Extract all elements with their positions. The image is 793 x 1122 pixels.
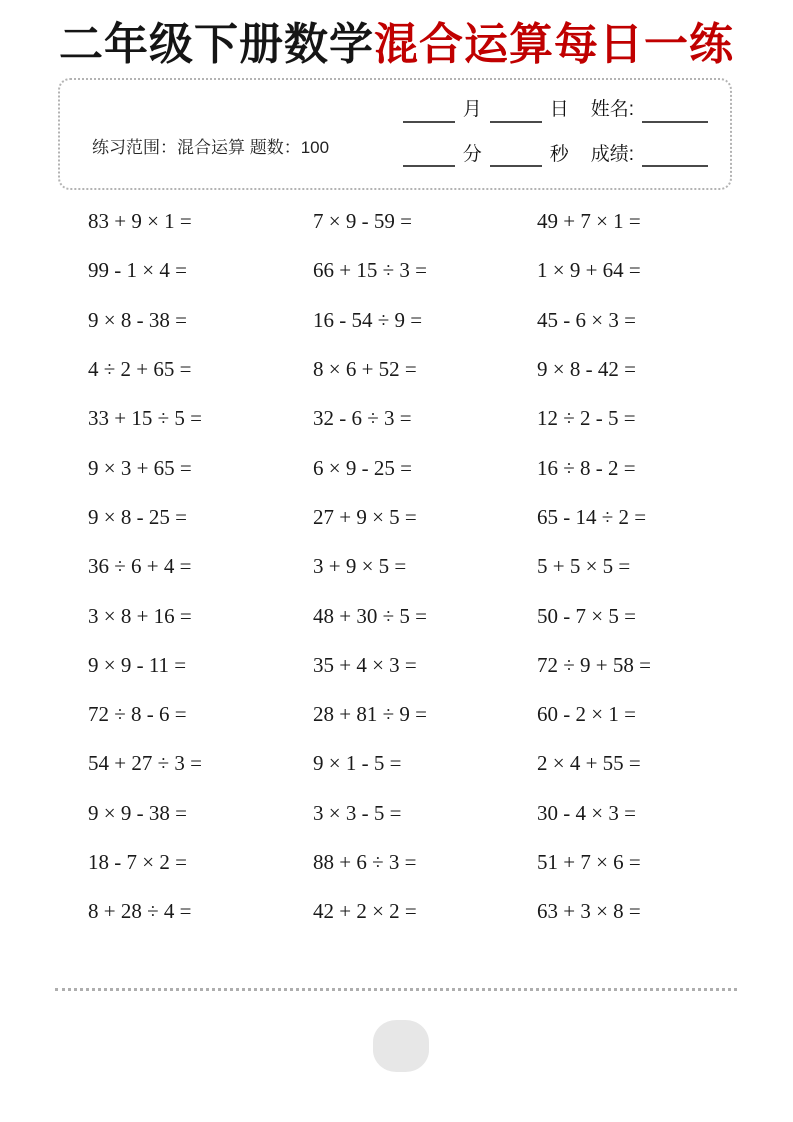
score-label: 成绩: [590, 143, 634, 165]
title-red-segment: 混合运算每日一练 [374, 19, 734, 70]
problem-expression: 16 ÷ 8 - 2 = [537, 455, 636, 480]
name-label: 姓名: [590, 99, 634, 120]
problem-expression: 8 × 6 + 52 = [313, 357, 417, 382]
problem-expression: 66 + 15 ÷ 3 = [313, 258, 427, 283]
time-score-line [403, 143, 708, 168]
problem-expression: 2 × 4 + 55 = [537, 751, 641, 776]
problem-expression: 50 - 7 × 5 = [537, 603, 636, 628]
problem-expression: 9 × 8 - 25 = [88, 504, 187, 529]
practice-scope-label: 练习范围：混合运算 题数：100 [92, 138, 330, 157]
problem-expression: 32 - 6 ÷ 3 = [313, 406, 412, 431]
second-blank [490, 144, 542, 168]
day-label: 日 [549, 99, 569, 120]
title-black-segment: 二年级下册数学 [59, 19, 374, 70]
problem-expression: 9 × 1 - 5 = [313, 751, 402, 776]
problem-expression: 63 + 3 × 8 = [537, 899, 641, 924]
problem-expression: 9 × 8 - 38 = [88, 307, 187, 332]
problem-expression: 5 + 5 × 5 = [537, 554, 631, 579]
problem-expression: 51 + 7 × 6 = [537, 850, 641, 874]
month-blank [403, 99, 455, 123]
minute-label: 分 [462, 143, 482, 165]
problem-expression: 30 - 4 × 3 = [537, 800, 636, 825]
problem-expression: 72 ÷ 8 - 6 = [88, 702, 187, 727]
problem-expression: 9 × 9 - 38 = [88, 800, 187, 825]
problem-expression: 27 + 9 × 5 = [313, 504, 417, 529]
problem-expression: 54 + 27 ÷ 3 = [88, 751, 202, 776]
problem-expression: 48 + 30 ÷ 5 = [313, 603, 427, 628]
problem-expression: 12 ÷ 2 - 5 = [537, 406, 636, 431]
info-box [58, 78, 732, 190]
problem-expression: 49 + 7 × 1 = [537, 209, 641, 234]
name-blank [642, 99, 708, 123]
problem-expression: 88 + 6 ÷ 3 = [313, 850, 417, 874]
problem-expression: 6 × 9 - 25 = [313, 455, 412, 480]
date-name-line [403, 98, 708, 123]
problem-expression: 3 + 9 × 5 = [313, 554, 407, 579]
problem-expression: 35 + 4 × 3 = [313, 652, 417, 677]
page-title [0, 8, 793, 72]
rounded-gray-blob [373, 1020, 429, 1072]
problem-expression: 42 + 2 × 2 = [313, 899, 417, 924]
problem-expression: 4 ÷ 2 + 65 = [88, 357, 192, 382]
problem-expression: 45 - 6 × 3 = [537, 307, 636, 332]
problem-expression: 83 + 9 × 1 = [88, 209, 192, 234]
month-label: 月 [462, 99, 482, 120]
problem-expression: 28 + 81 ÷ 9 = [313, 702, 427, 727]
info-fields [403, 98, 708, 167]
score-blank [642, 144, 708, 168]
second-label: 秒 [549, 143, 569, 165]
problem-expression: 9 × 9 - 11 = [88, 652, 187, 677]
problem-expression: 3 × 8 + 16 = [88, 603, 192, 628]
problem-expression: 60 - 2 × 1 = [537, 702, 636, 727]
problem-expression: 36 ÷ 6 + 4 = [88, 554, 192, 579]
problem-expression: 9 × 8 - 42 = [537, 357, 636, 382]
problem-expression: 72 ÷ 9 + 58 = [537, 652, 651, 677]
problem-expression: 16 - 54 ÷ 9 = [313, 307, 423, 332]
problem-expression: 1 × 9 + 64 = [537, 258, 641, 283]
problem-expression: 7 × 9 - 59 = [313, 209, 412, 234]
problem-expression: 33 + 15 ÷ 5 = [88, 406, 202, 431]
problem-expression: 8 + 28 ÷ 4 = [88, 899, 192, 924]
problem-expression: 99 - 1 × 4 = [88, 258, 187, 283]
dotted-divider [55, 988, 737, 991]
day-blank [490, 99, 542, 123]
minute-blank [403, 144, 455, 168]
problem-expression: 9 × 3 + 65 = [88, 455, 192, 480]
problem-expression: 3 × 3 - 5 = [313, 800, 402, 825]
problem-expression: 18 - 7 × 2 = [88, 850, 187, 874]
problem-expression: 65 - 14 ÷ 2 = [537, 504, 647, 529]
problems-grid [88, 197, 748, 936]
